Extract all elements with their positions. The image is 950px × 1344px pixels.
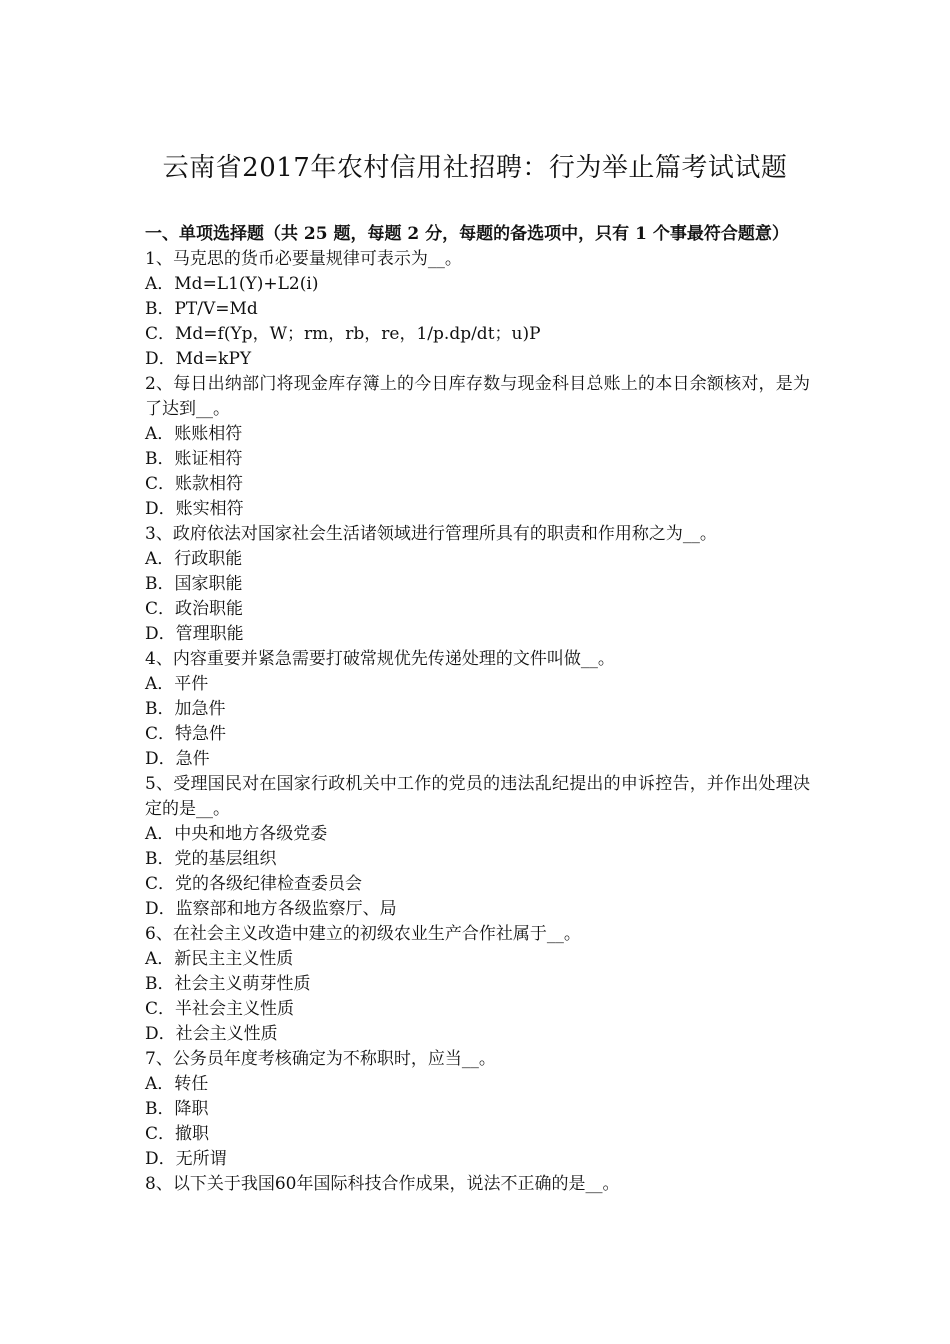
question-stem: 3、政府依法对国家社会生活诸领域进行管理所具有的职责和作用称之为__。 [145,524,717,544]
option-d: D．监察部和地方各级监察厅、局 [145,899,397,919]
option-c: C．特急件 [145,724,227,744]
option-a: A．Md=L1(Y)+L2(i) [145,274,319,294]
question-stem: 8、以下关于我国60年国际科技合作成果，说法不正确的是__。 [145,1174,620,1194]
section-heading: 一、单项选择题（共 25 题，每题 2 分，每题的备选项中，只有 1 个事最符合题意） [145,224,789,244]
option-b: B．PT/V=Md [145,299,258,319]
option-c: C．党的各级纪律检查委员会 [145,874,363,894]
question-stem: 7、公务员年度考核确定为不称职时，应当__。 [145,1049,496,1069]
document-title: 云南省2017年农村信用社招聘：行为举止篇考试试题 [162,153,788,183]
question-5 [145,772,810,922]
option-c: C．政治职能 [145,599,244,619]
option-d: D．账实相符 [145,499,244,519]
option-c: C．账款相符 [145,474,244,494]
question-6 [145,922,810,1047]
option-a: A．行政职能 [145,549,243,569]
option-d: D．社会主义性质 [145,1024,278,1044]
option-a: A．平件 [145,674,209,694]
option-d: D．无所谓 [145,1149,227,1169]
option-c: C．Md=f(Yp，W；rm，rb，re，1/p.dp/dt；u)P [145,324,541,344]
question-3 [145,522,810,647]
option-c: C．撤职 [145,1124,210,1144]
question-stem: 6、在社会主义改造中建立的初级农业生产合作社属于__。 [145,924,581,944]
option-a: A．转任 [145,1074,209,1094]
document-body [145,222,810,1197]
option-b: B．加急件 [145,699,226,719]
question-4 [145,647,810,772]
option-c: C．半社会主义性质 [145,999,295,1019]
option-b: B．国家职能 [145,574,243,594]
option-d: D．急件 [145,749,210,769]
option-a: A．账账相符 [145,424,243,444]
question-stem: 4、内容重要并紧急需要打破常规优先传递处理的文件叫做__。 [145,649,615,669]
question-stem: 5、受理国民对在国家行政机关中工作的党员的违法乱纪提出的申诉控告，并作出处理决定的是__。 [145,774,810,819]
option-a: A．中央和地方各级党委 [145,824,328,844]
option-b: B．账证相符 [145,449,243,469]
question-1 [145,247,810,372]
option-b: B．降职 [145,1099,209,1119]
question-7 [145,1047,810,1172]
option-b: B．党的基层组织 [145,849,277,869]
question-2 [145,372,810,522]
question-8 [145,1172,810,1197]
option-d: D．管理职能 [145,624,244,644]
question-stem: 2、每日出纳部门将现金库存簿上的今日库存数与现金科目总账上的本日余额核对，是为了达到__。 [145,374,810,419]
option-b: B．社会主义萌芽性质 [145,974,311,994]
question-stem: 1、马克思的货币必要量规律可表示为__。 [145,249,462,269]
option-a: A．新民主主义性质 [145,949,294,969]
option-d: D．Md=kPY [145,349,252,369]
